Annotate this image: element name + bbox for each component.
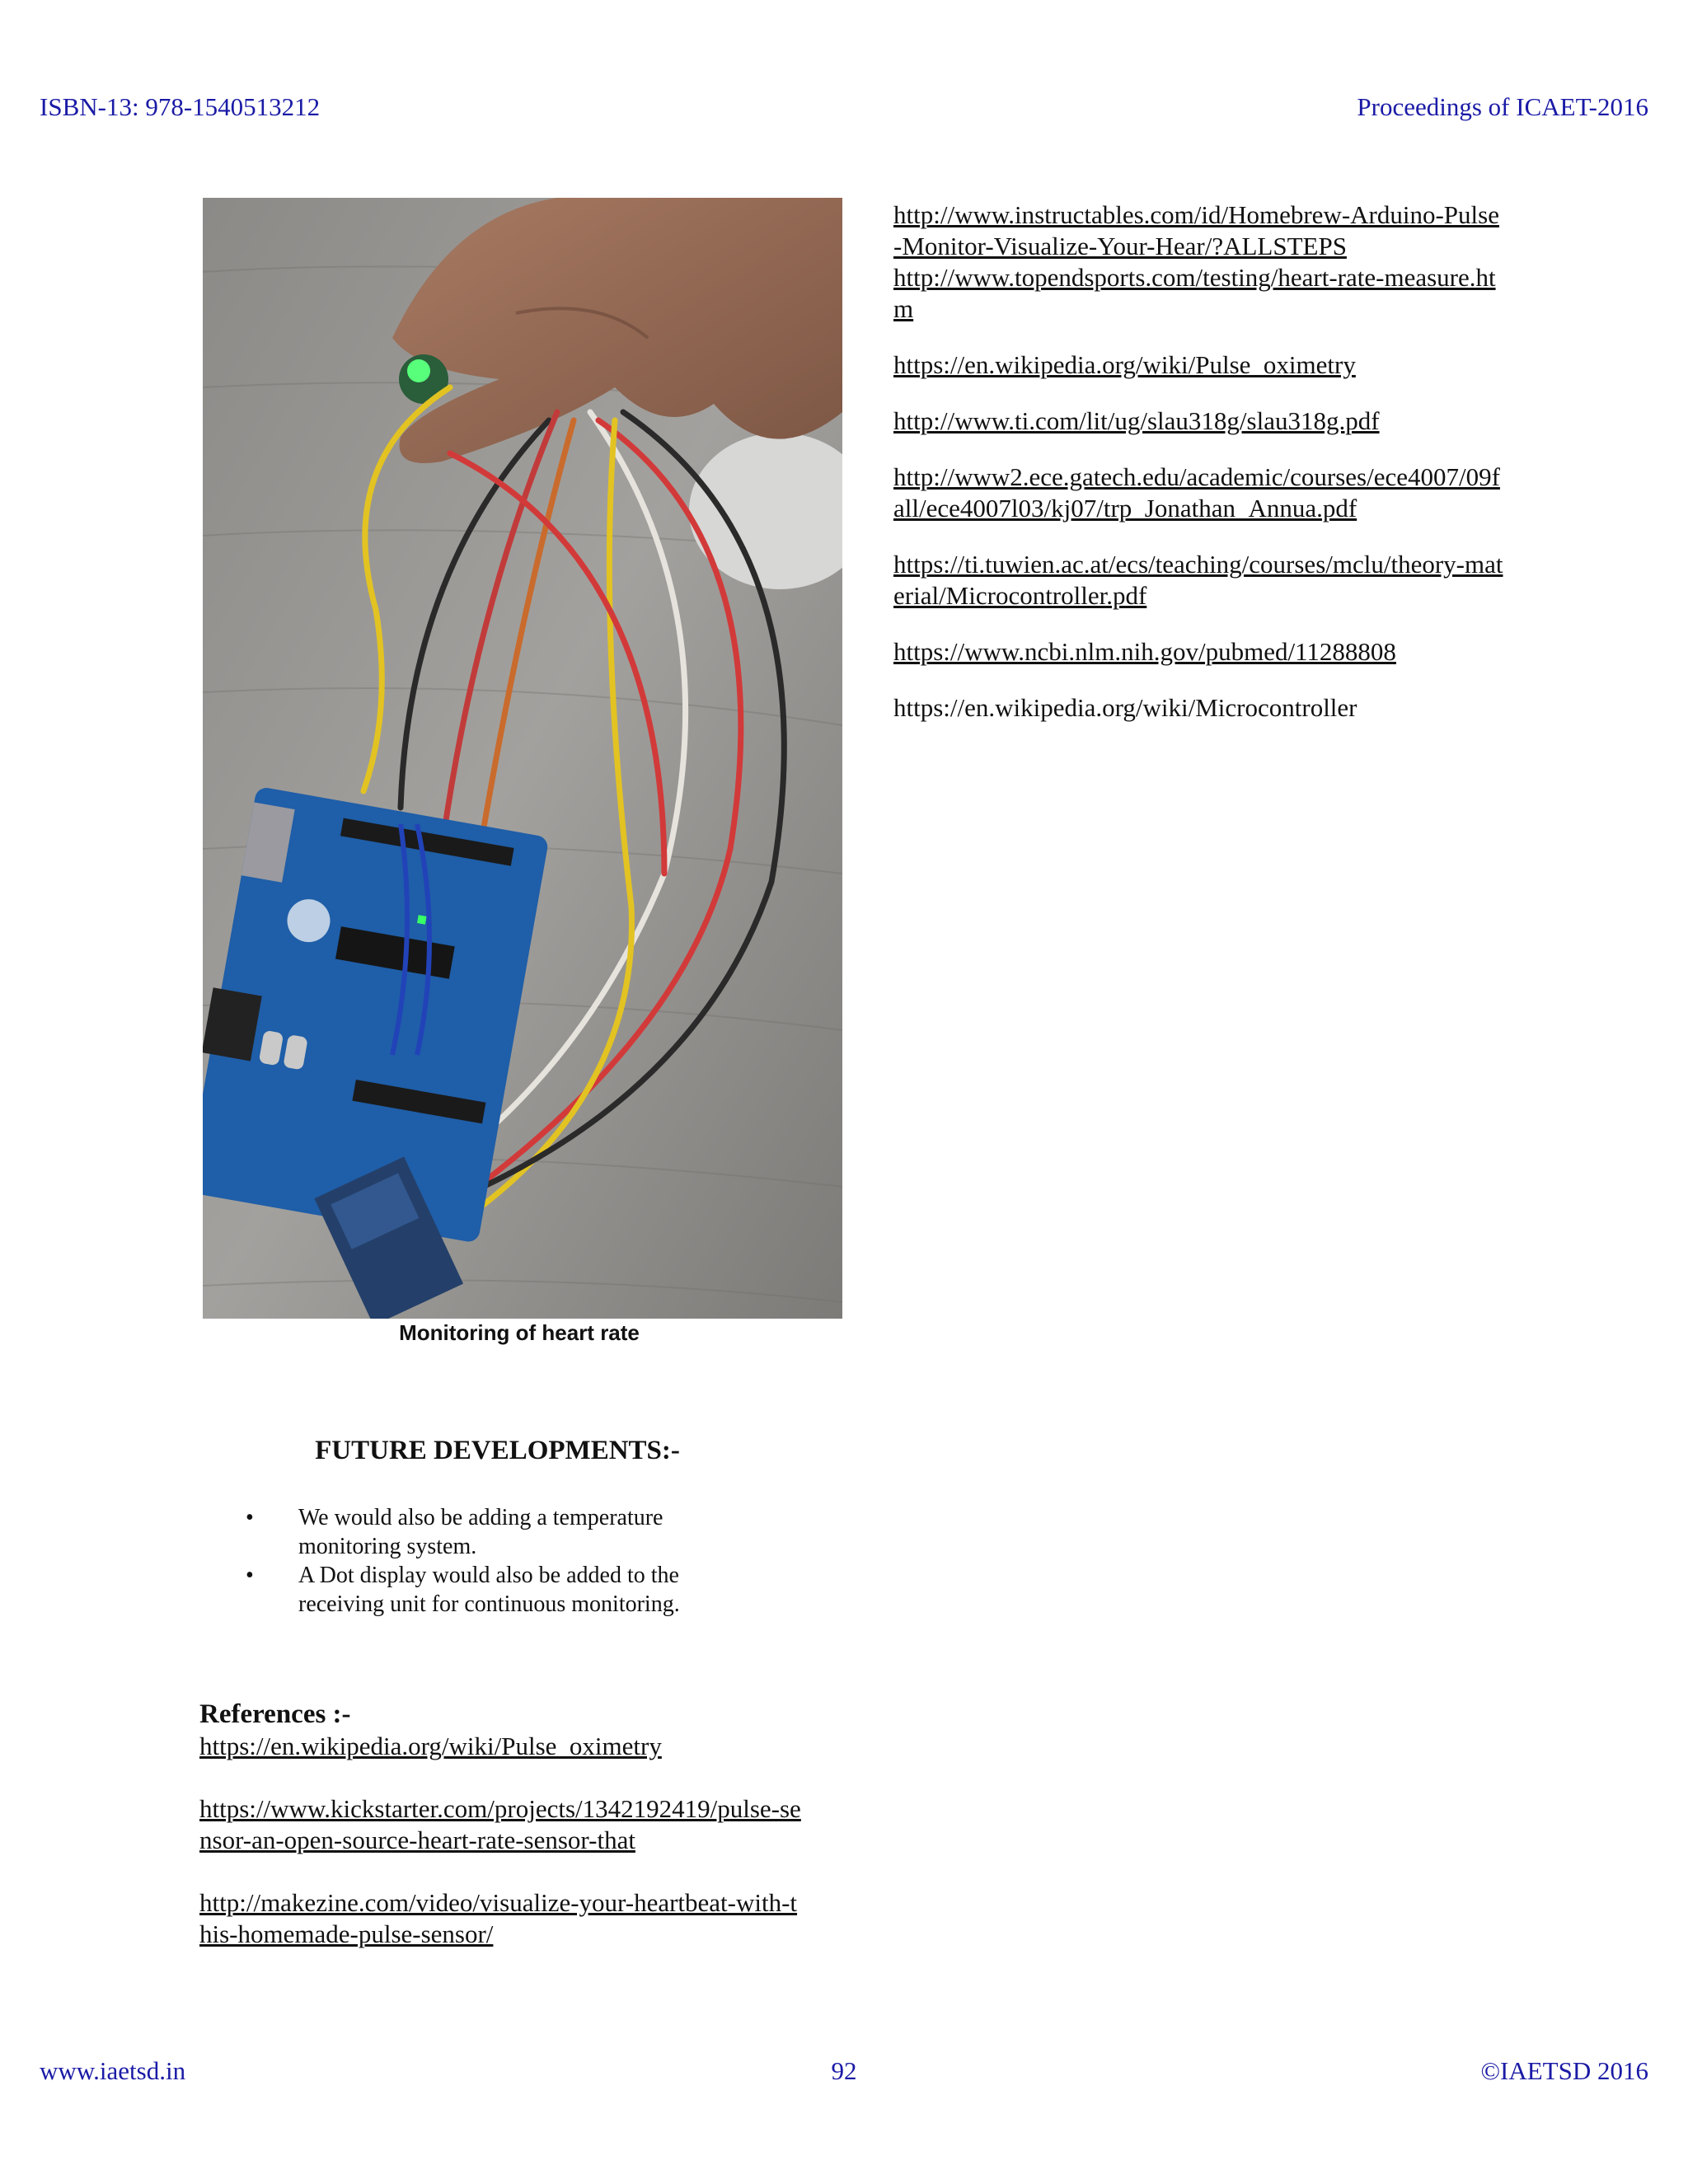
reference-link[interactable]: http://makezine.com/video/visualize-your-heartbeat-with-this-homemade-pulse-sensor/: [199, 1888, 798, 1948]
references-title: References :-: [199, 1699, 351, 1729]
footer-website[interactable]: www.iaetsd.in: [40, 2056, 186, 2085]
reference-link[interactable]: http://www.instructables.com/id/Homebrew-Arduino-Pulse-Monitor-Visualize-Your-Hear/?ALLSTEPS: [893, 200, 1499, 260]
reference-link[interactable]: http://www.topendsports.com/testing/heart-rate-measure.htm: [893, 263, 1496, 323]
bullet-icon: •: [246, 1505, 254, 1530]
references-left-column: [199, 1731, 801, 1950]
references-right-column: [893, 199, 1503, 724]
bullet-icon: •: [246, 1563, 254, 1588]
reference-link[interactable]: https://ti.tuwien.ac.at/ecs/teaching/courses/mclu/theory-material/Microcontroller.pdf: [893, 550, 1503, 610]
heart-rate-monitor-photo: [203, 198, 842, 1319]
list-item: • A Dot display would also be added to the receiving unit for continuous monitoring.: [246, 1563, 680, 1617]
proceedings-header: Proceedings of ICAET-2016: [1357, 92, 1648, 121]
isbn-header: ISBN-13: 978-1540513212: [40, 92, 321, 121]
reference-link[interactable]: http://www.ti.com/lit/ug/slau318g/slau318g.pdf: [893, 406, 1380, 435]
reference-text: https://en.wikipedia.org/wiki/Microcontroller: [893, 693, 1357, 722]
reference-link[interactable]: https://www.ncbi.nlm.nih.gov/pubmed/11288808: [893, 637, 1396, 666]
reference-link[interactable]: https://www.kickstarter.com/projects/1342192419/pulse-sensor-an-open-source-heart-rate-sensor-that: [199, 1794, 801, 1854]
reference-link[interactable]: https://en.wikipedia.org/wiki/Pulse_oximetry: [199, 1732, 662, 1760]
reference-link[interactable]: https://en.wikipedia.org/wiki/Pulse_oximetry: [893, 350, 1356, 379]
reference-link[interactable]: http://www2.ece.gatech.edu/academic/courses/ece4007/09fall/ece4007l03/kj07/trp_Jonathan_Annua.pdf: [893, 462, 1500, 523]
future-developments-title: FUTURE DEVELOPMENTS:-: [315, 1436, 680, 1465]
page-number: 92: [831, 2056, 857, 2085]
figure-caption: Monitoring of heart rate: [399, 1320, 640, 1345]
footer-copyright: ©IAETSD 2016: [1480, 2056, 1648, 2085]
future-developments-list: [239, 1503, 767, 1619]
list-item: • We would also be adding a temperature monitoring system.: [246, 1505, 663, 1559]
